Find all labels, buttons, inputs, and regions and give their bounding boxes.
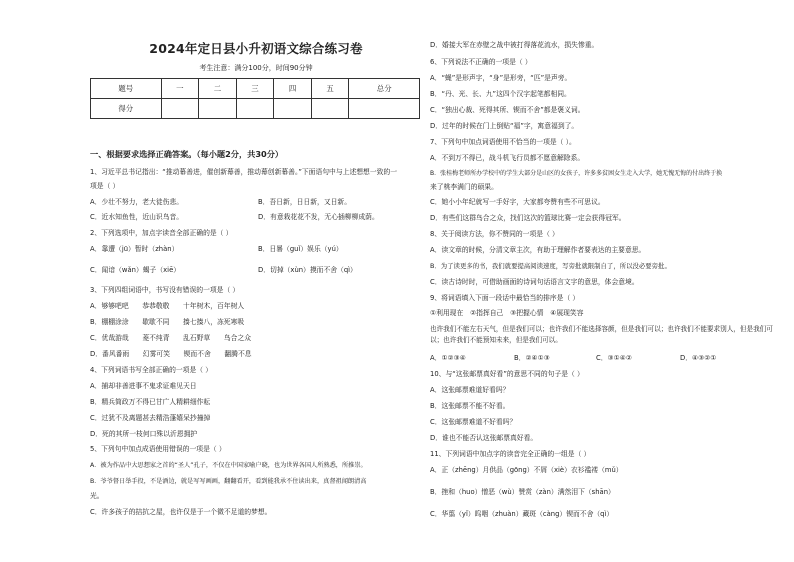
question-text: 项是（ ）: [90, 182, 120, 190]
question-text: 3、下列四组词语中，书写没有错误的一项是（ ）: [90, 286, 240, 294]
score-table-header-row: [91, 79, 420, 99]
answer-option: B．“丹、光、长、九”这四个汉字起笔都相同。: [430, 90, 571, 98]
score-header-cell: 五: [311, 79, 349, 99]
answer-option: 光。: [90, 492, 104, 500]
answer-option: B．张桂梅老师所办学校中的学生大部分是山区的女孩子，许多多贫困女生走入大学，她无愧无悔的付出终于换: [430, 170, 723, 177]
answer-option: B．棚棚涂涂 歇歇不同 揍七揍八，冻死寒吸: [90, 318, 245, 326]
answer-option: C．过犹不及离题甚去精浩蓬嬉呆抄撞掉: [90, 414, 211, 422]
answer-option: A．①②③④: [430, 354, 466, 362]
answer-option: B．爷爷督日举手投，不是酒边，就是写写画画，翻翻看开，看到能我承不住读出来，真督祖闻朗清高: [90, 478, 367, 485]
answer-option: D．谁也不能否认这张邮票真好看。: [430, 434, 538, 442]
score-cell[interactable]: [161, 99, 199, 119]
answer-option: C．华翦（yǐ）呜咽（zhuàn）藏斑（càng）锲而不舍（qì）: [430, 510, 614, 518]
score-row-label: 得分: [91, 99, 162, 119]
answer-option: C．闻谙（wǎn）蝎子（xiē）: [90, 266, 181, 274]
answer-option: C．近水知鱼性，近山识鸟音。: [90, 213, 184, 221]
question-text: 9、将词语填入下面一段话中最恰当的排序是（ ）: [430, 294, 580, 302]
answer-option: D．死的其所一枝何口殊以沂恩拥护: [90, 430, 198, 438]
question-text: 6、下列说法不正确的一项是（ ）: [430, 58, 532, 66]
answer-option: A．够够吧吧 恭恭敬敬 十年树木，百年树人: [90, 302, 245, 310]
score-header-cell: 一: [161, 79, 199, 99]
question-text: 4、下列词语书写全部正确的一项是（ ）: [90, 366, 213, 374]
answer-option: D．有意栽花花不发，无心插柳柳成荫。: [258, 213, 379, 221]
score-header-cell: 题号: [91, 79, 162, 99]
answer-option: C．这张邮票难道不好看吗？: [430, 418, 517, 426]
question-text: ①利用现在 ②指挥自己 ③把握心情 ④展现笑容: [430, 309, 584, 317]
answer-option: B．为了读更多的书，我们就要提高阅读速度，写旁批就限制自了，所以没必要旁批。: [430, 262, 671, 270]
answer-option: A．被为作品中大思想家之首的“圣人”孔子，不仅在中国家喻户晓，也为世界各国人所熟悉，所推崇。: [90, 462, 367, 469]
question-text: 10、与“这张邮票真好看”的意思不同的句子是（ ）: [430, 370, 584, 378]
score-cell[interactable]: [236, 99, 274, 119]
score-table-row: [91, 99, 420, 119]
answer-option: A．靠遭（jū）暂时（zhàn）: [90, 245, 179, 253]
score-header-cell: 三: [236, 79, 274, 99]
question-text: 2、下列选项中，加点字读音全部正确的是（ ）: [90, 229, 233, 237]
score-cell[interactable]: [199, 99, 237, 119]
answer-option: B．挫和（huo）憎恶（wù）赞赏（zàn）满然泪下（shān）: [430, 488, 615, 496]
answer-option: C．③①④②: [596, 354, 632, 362]
score-cell[interactable]: [349, 99, 420, 119]
question-text: 8、关于阅读方法，你不赞同的一项是（ ）: [430, 230, 559, 238]
question-text: 7、下列句中加点词语使用不恰当的一项是（ ）。: [430, 138, 576, 146]
answer-option: B．吾日新，日日新，又日新。: [258, 198, 352, 206]
score-header-cell: 总分: [349, 79, 420, 99]
answer-option: D．切掉（xùn）摸而不舍（qì）: [258, 266, 357, 274]
answer-option: 来了桃李满门的硕果。: [430, 183, 498, 191]
answer-option: C．她小小年纪就写一手好字，大家都夸赞有些不可思议。: [430, 198, 605, 206]
score-header-cell: 四: [274, 79, 312, 99]
answer-option: A．“蝇”是形声字，“身”是形旁，“匹”是声旁。: [430, 74, 572, 82]
question-passage: 也许我们不能左右天气，但是我们可以；也许我们不能选择容颜，但是我们可以；也许我们不能要求别人，但是我们可以；也许我们不能预知未来，但是我们可以。: [430, 325, 773, 344]
answer-option: C．许多孩子的拮抗之屋，也许仅是于一个微不足道的梦想。: [90, 508, 272, 516]
answer-option: B．②④①③: [514, 354, 550, 362]
answer-option: C．“独出心裁、死得其所、锲而不舍”都是褒义词。: [430, 106, 585, 114]
score-cell[interactable]: [311, 99, 349, 119]
answer-option: D．番风番雨 幻雾可笑 锲而不舍 翻腾不息: [90, 350, 252, 358]
answer-option: C．读古诗时时，可借助画面的诗词句话语言文字的意思，体会意境。: [430, 278, 639, 286]
answer-option: D．④③②①: [680, 354, 717, 362]
score-header-cell: 二: [199, 79, 237, 99]
page-title: 2024年定日县小升初语文综合练习卷: [149, 41, 363, 56]
answer-option: A．读文章的时候，分清文章主次，有助于理解作者要表达的主要意思。: [430, 246, 646, 254]
exam-note: 考生注意：满分100分，时间90分钟: [199, 64, 313, 72]
answer-option: A．不到万不得已，战斗机飞行员都不愿意解除系。: [430, 154, 585, 162]
answer-option: A．少壮不努力，老大徒伤悲。: [90, 198, 184, 206]
answer-option: D．有些们这群鸟合之众，找们这次的篮球比赛一定会获得冠军。: [430, 214, 626, 222]
answer-option: A．正（zhēng）月供品（gōng）不屑（xiè）衣衫褴褛（mǔ）: [430, 466, 623, 474]
answer-option: D．婚接大军在赤壁之战中被打得落花流水，损失惨重。: [430, 41, 599, 49]
question-text: 1、习近平总书记指出：“推动幕善进，催创新幕善，推动幕创新幕善。”下面语句中与上述想想一致的一: [90, 168, 398, 176]
section-heading: 一、根据要求选择正确答案。（每小题2分，共30分）: [90, 149, 284, 159]
question-text: 5、下列句中加点成语使用错误的一项是（ ）: [90, 445, 226, 453]
answer-option: D．过年的时候在门上倒贴“福”字，寓意福到了。: [430, 122, 579, 130]
answer-option: B．这张邮票不能不好看。: [430, 402, 510, 410]
answer-option: A．这张邮票难道好看吗？: [430, 386, 510, 394]
score-table: [90, 78, 420, 119]
answer-option: B．精兵简政万不得已甘广人精耕细作耘: [90, 398, 211, 406]
answer-option: C．优哉游哉 菱不纯青 乱石野草 鸟合之众: [90, 334, 252, 342]
answer-option: A．捕却非善进事不鬼求证难见天日: [90, 382, 197, 390]
question-text: 11、下列词语中加点字的读音完全正确的一组是（ ）: [430, 450, 591, 458]
score-cell[interactable]: [274, 99, 312, 119]
answer-option: B．日晷（guǐ）娱乐（yú）: [258, 245, 343, 253]
